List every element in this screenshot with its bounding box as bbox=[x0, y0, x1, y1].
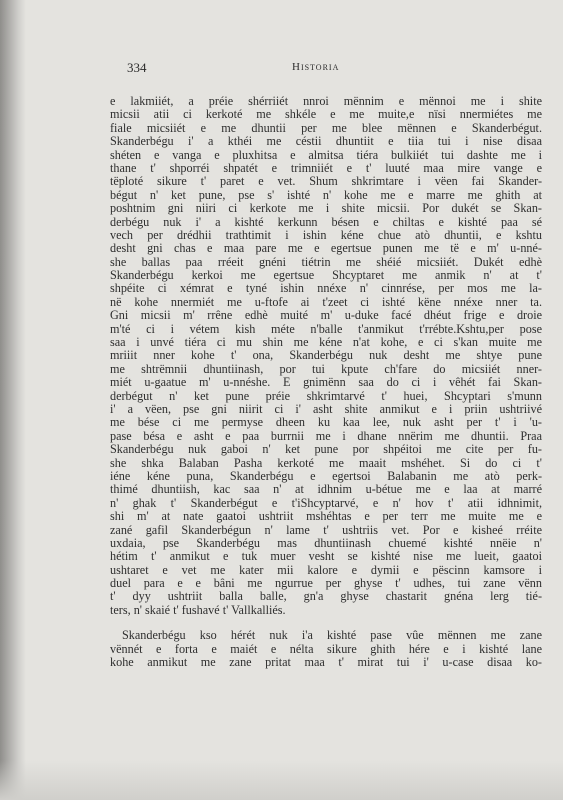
page-number: 334 bbox=[127, 60, 147, 75]
text-line: tëploté sikure t' paret e vet. Shum shkrimtare i vëen fai Skander- bbox=[110, 174, 542, 189]
text-line: me bése ci me permyse dheen ku kaa lee, nuk asht per t' i 'u- bbox=[110, 415, 542, 430]
text-line: fiale micsiiét e me dhuntii per me blee mënnen e Skanderbégut. bbox=[110, 120, 542, 135]
text-line: kohe anmikut me zane pritat maa t' mirat tui i' u-case disaa ko- bbox=[110, 655, 542, 670]
text-line: she shka Balaban Pasha kerkoté me maait mshéhet. Si do ci t' bbox=[110, 455, 542, 470]
text-line: iéne kéne puna, Skanderbégu e egertsoi Balabanin me atò perk- bbox=[110, 468, 542, 483]
text-line: uxdaia, pse Skanderbégu mas dhuntiinash chuemé kishté nnëie n' bbox=[110, 535, 542, 550]
text-line: i' a vëen, pse gni niirit ci i' asht shite anmikut e i priin ushtriivé bbox=[110, 401, 542, 416]
text-line: Gni micsii m' rrêne edhè muité m' u-duke facé dhéut frige e droie bbox=[110, 308, 542, 323]
text-line: shpéite ci xémrat e tyné ishin nnéxe n' cinnrése, per mos me la- bbox=[110, 281, 542, 296]
text-line: vech per drédhii trathtimit i ishin kéne chue atò dhuntii, e kshtu bbox=[110, 227, 542, 242]
text-line: ushtaret e vet me kater mii kalore e dymii e pëscinn kamsore i bbox=[110, 562, 542, 577]
text-line: derbégut n' ket pune préie shkrimtarvé t' huei, Shcyptari s'munn bbox=[110, 388, 542, 403]
body-text bbox=[110, 95, 542, 669]
text-line: e lakmiiét, a préie shérriiét nnroi mënnim e mënnoi me i shite bbox=[110, 94, 542, 108]
text-line: n' ghak t' Skanderbégut e t'iShcyptarvé, e n' hov t' atii idhnimit, bbox=[110, 495, 542, 510]
text-line: desht gni chas e maa pare me e egertsue punen me të e m' u-nné- bbox=[110, 241, 542, 256]
text-line: në kohe nnermiét me u-ftofe ai t'zeet ci ishté këne nnéxe nner ta. bbox=[110, 294, 542, 309]
text-line: hétim t' anmikut e tuk muer vesht se kishté nise me lueit, gaatoi bbox=[110, 549, 542, 564]
text-line: micsii atii ci kerkoté me shkéle e me muite,e nïsi nnermiétes me bbox=[110, 107, 542, 122]
text-line: thimé dhuntiish, kac saa n' at idhnim u-bétue me e laa at marré bbox=[110, 482, 542, 497]
text-line: Skanderbégu nuk gaboi n' ket pune por shpéitoi me cite per fu- bbox=[110, 442, 542, 457]
paragraph-1 bbox=[110, 95, 542, 617]
text-line: ters, n' skaié t' fushavé t' Vallkalliés. bbox=[110, 602, 286, 617]
text-line: t' dyy ushtriit balla balle, gn'a ghyse chastarit gnéna lerg tié- bbox=[110, 589, 542, 604]
text-line: shi m' at nate gaatoi ushtriit mshéhtas e per terr me muite me e bbox=[110, 509, 542, 524]
text-line: shéten e vanga e pluxhitsa e almitsa tiéra bulkiiét tui dashte me i bbox=[110, 147, 542, 162]
text-line: pase bésa e asht e paa burrnii me i dhane nnërim me dhuntii. Praa bbox=[110, 428, 542, 443]
text-line: thane t' shporréi shpatét e trimniiét e t' luuté maa mire vange e bbox=[110, 160, 542, 175]
page-bottom-shadow bbox=[0, 760, 563, 800]
text-line: duel para e e bâni me ngurrue per ghyse t' udhes, tui zane vënn bbox=[110, 576, 542, 591]
text-line: Skanderbégu i' a kthéi me céstii dhuntiit e tiia tui i nise disaa bbox=[110, 134, 542, 149]
running-title: Historia bbox=[292, 61, 340, 73]
text-line: derbégu nuk i' a kishté kerkunn bésen e chiltas e kishté paa sé bbox=[110, 214, 542, 229]
text-line: me shtrëmnii dhuntiinash, por tui kpute ch'fare do micsiiét nner- bbox=[110, 361, 542, 376]
text-line: miét u-gaatue m' u-nnéshe. E gnimënn saa do ci i vêhét fai Skan- bbox=[110, 375, 542, 390]
text-line: Skanderbégu kerkoi me egertsue Shcyptaret me anmik n' at t' bbox=[110, 268, 542, 283]
text-line: vënnét e forta e maiét e nélta sikure ghith hére e i kishté lane bbox=[110, 641, 542, 656]
text-line: zané gafil Skanderbégun n' lame t' ushtriis vet. Por e kisheé rréite bbox=[110, 522, 542, 537]
text-line: mriiit nner kohe t' ona, Skanderbégu nuk desht me shtye pune bbox=[110, 348, 542, 363]
page-binding-shadow bbox=[0, 0, 26, 800]
text-line: m'té ci i vétem kish méte n'balle t'anmikut t'rrébte.Kshtu,per pose bbox=[110, 321, 542, 336]
text-line: Skanderbégu kso hérét nuk i'a kishté pase vûe mënnen me zane bbox=[122, 628, 542, 643]
text-line: poshtnim gni niiri ci kerkote me i shite micsii. Por dukét se Skan- bbox=[110, 201, 542, 216]
text-line: saa i unvé tiéra ci mu shin me kéne n'at kohe, e ci s'kan muite me bbox=[110, 335, 542, 350]
page-header bbox=[127, 60, 477, 76]
text-line: bégut n' ket pune, pse s' ishté n' kohe me e marre me ghith at bbox=[110, 187, 542, 202]
text-line: she ballas paa rréeit gnéni tiétrin me shéié micsiiét. Dukét edhè bbox=[110, 254, 542, 269]
paragraph-2 bbox=[110, 629, 542, 669]
